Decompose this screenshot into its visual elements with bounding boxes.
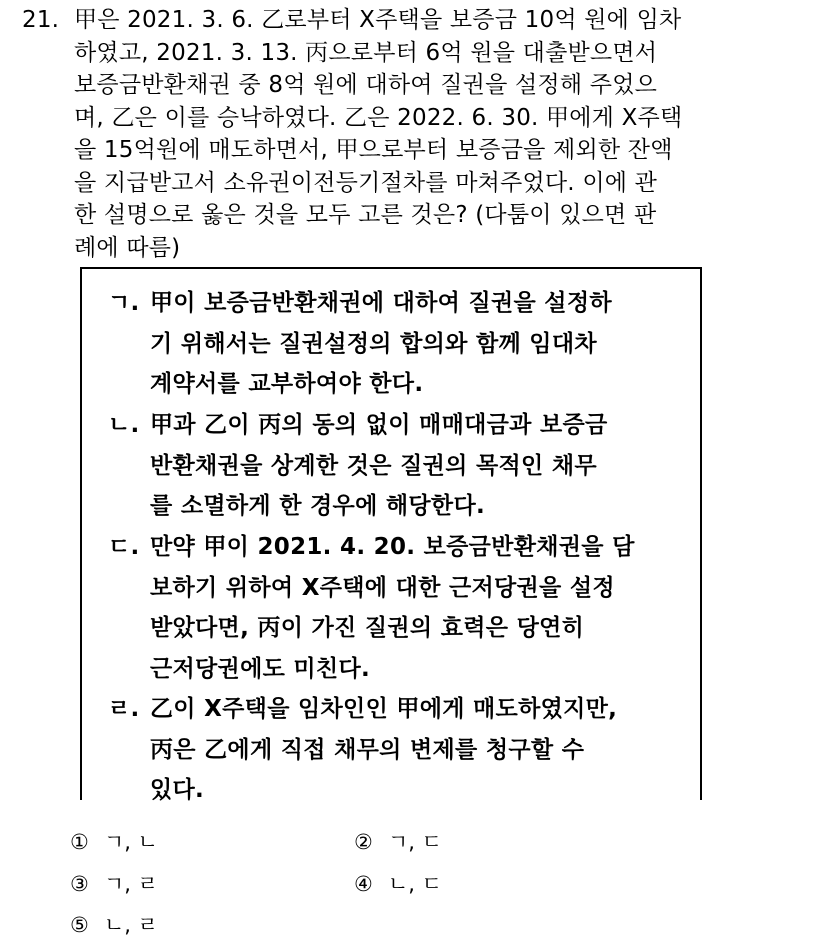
statement-label: ㄷ. xyxy=(108,534,140,560)
statement-text xyxy=(150,283,698,405)
choice-2[interactable] xyxy=(354,822,442,864)
statement-line: 기 위해서는 질권설정의 합의와 함께 임대차 xyxy=(150,330,597,357)
statement-line: 근저당권에도 미친다. xyxy=(150,655,371,682)
question-number: 21. xyxy=(22,7,60,33)
statement-line: 보하기 위하여 X주택에 대한 근저당권을 설정 xyxy=(150,574,615,601)
statement-line: 받았다면, 丙이 가진 질권의 효력은 당연히 xyxy=(150,615,585,641)
statement-line: 있다. xyxy=(150,777,205,803)
choice-number: ② xyxy=(354,830,373,854)
choice-text: ㄱ, ㄴ xyxy=(104,830,158,854)
question-line: 을 지급받고서 소유권이전등기절차를 마쳐주었다. 이에 관 xyxy=(74,169,658,196)
choice-number: ③ xyxy=(70,871,89,896)
statement-text xyxy=(150,527,698,689)
choice-5[interactable] xyxy=(70,905,158,947)
question-line: 례에 따름) xyxy=(74,234,181,261)
question-line: 며, 乙은 이를 승낙하였다. 乙은 2022. 6. 30. 甲에게 X주택 xyxy=(74,104,683,131)
statements-box xyxy=(80,267,702,803)
question-stem xyxy=(22,4,802,264)
choice-text: ㄱ, ㄹ xyxy=(104,871,158,896)
choice-number: ⑤ xyxy=(70,913,89,937)
statement-item-rieul xyxy=(108,689,698,811)
question-line: 甲은 2021. 3. 6. 乙로부터 X주택을 보증금 10억 원에 임차 xyxy=(74,7,682,33)
question-line: 한 설명으로 옳은 것을 모두 고른 것은? (다툼이 있으면 판 xyxy=(74,202,657,228)
statement-item-nieun xyxy=(108,405,698,527)
choice-3[interactable] xyxy=(70,864,158,906)
statement-text xyxy=(150,405,698,527)
statement-text xyxy=(150,689,698,811)
statement-line: 계약서를 교부하여야 한다. xyxy=(150,371,424,397)
statement-line: 만약 甲이 2021. 4. 20. 보증금반환채권을 담 xyxy=(150,534,635,560)
question-line: 보증금반환채권 중 8억 원에 대하여 질권을 설정해 주었으 xyxy=(74,72,658,98)
question-line: 하였고, 2021. 3. 13. 丙으로부터 6억 원을 대출받으면서 xyxy=(74,39,658,66)
statement-line: 乙이 X주택을 임차인인 甲에게 매도하였지만, xyxy=(150,696,618,722)
choice-1[interactable] xyxy=(70,822,158,864)
question-line: 을 15억원에 매도하면서, 甲으로부터 보증금을 제외한 잔액 xyxy=(74,137,673,163)
statement-item-giyeok xyxy=(108,283,698,405)
choice-text: ㄴ, ㄹ xyxy=(104,913,158,937)
statement-label: ㄱ. xyxy=(108,290,140,316)
statement-line: 甲과 乙이 丙의 동의 없이 매매대금과 보증금 xyxy=(150,412,608,438)
choice-text: ㄴ, ㄷ xyxy=(388,871,442,896)
statement-line: 甲이 보증금반환채권에 대하여 질권을 설정하 xyxy=(150,290,612,316)
statement-label: ㄴ. xyxy=(108,412,140,438)
question-text xyxy=(74,4,802,264)
statement-line: 를 소멸하게 한 경우에 해당한다. xyxy=(150,493,486,519)
statement-label: ㄹ. xyxy=(108,696,140,722)
choice-text: ㄱ, ㄷ xyxy=(388,830,442,854)
choice-number: ① xyxy=(70,830,89,854)
choice-4[interactable] xyxy=(354,864,442,906)
statement-item-digeut xyxy=(108,527,698,689)
statement-line: 丙은 乙에게 직접 채무의 변제를 청구할 수 xyxy=(150,736,585,763)
choice-number: ④ xyxy=(354,871,373,896)
statement-line: 반환채권을 상계한 것은 질권의 목적인 채무 xyxy=(150,452,597,479)
